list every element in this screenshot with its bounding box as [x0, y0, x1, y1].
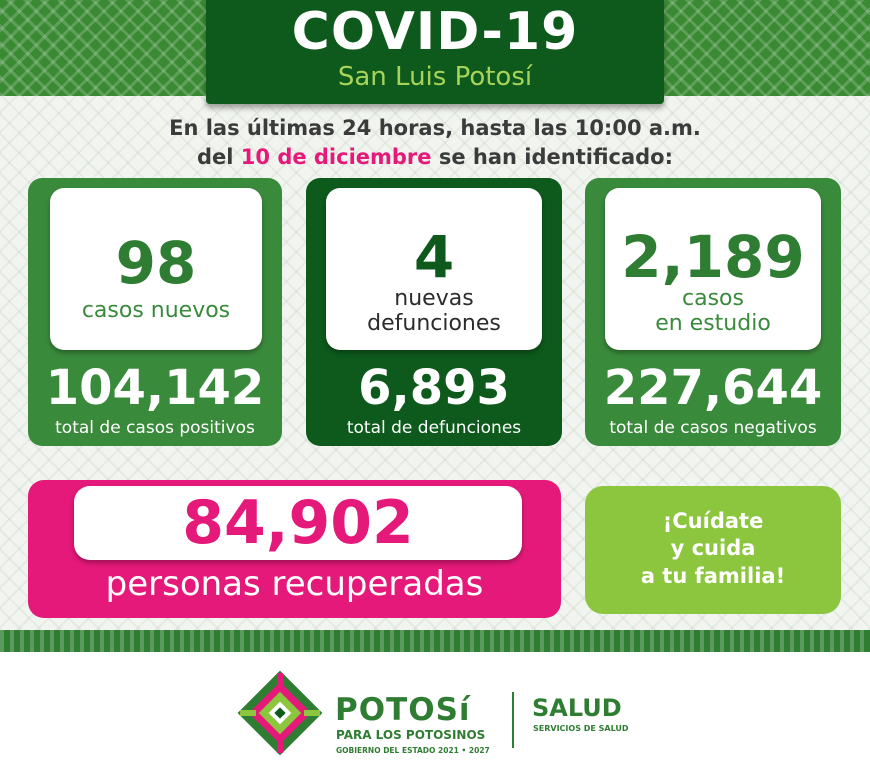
study-cases-value: 2,189 — [621, 223, 805, 291]
study-cases-box — [605, 188, 821, 350]
intro-line-1: En las últimas 24 horas, hasta las 10:00 a.m. — [169, 116, 701, 140]
care-message-line-1: ¡Cuídate — [662, 509, 764, 533]
total-negative-label: total de casos negativos — [609, 418, 817, 438]
study-cases-label-1: casos — [682, 286, 744, 311]
page-subtitle: San Luis Potosí — [337, 62, 533, 92]
salud-subtitle: SERVICIOS DE SALUD — [533, 724, 629, 733]
care-message-line-3: a tu familia! — [640, 563, 786, 588]
total-cases-label: total de casos positivos — [55, 418, 255, 438]
total-deaths-label: total de defunciones — [346, 418, 522, 438]
salud-title: SALUD — [532, 694, 622, 722]
header-banner — [206, 0, 664, 104]
deaths-card — [306, 178, 562, 446]
decorative-pattern-strip — [0, 630, 870, 652]
recovered-card — [28, 480, 561, 618]
care-message-line-2: y cuida — [670, 536, 756, 561]
new-cases-box — [50, 188, 262, 350]
intro-suffix: se han identificado: — [431, 145, 673, 169]
brand-title: POTOSí — [335, 692, 471, 728]
total-negative-value: 227,644 — [603, 360, 823, 416]
recovered-box — [74, 486, 522, 560]
brand-government: GOBIERNO DEL ESTADO 2021 • 2027 — [336, 746, 490, 755]
care-message-card — [585, 486, 841, 614]
total-cases-value: 104,142 — [45, 360, 265, 416]
total-deaths-value: 6,893 — [358, 360, 510, 416]
new-cases-value: 98 — [115, 229, 197, 297]
intro-line-2 — [0, 145, 870, 169]
recovered-label: personas recuperadas — [105, 564, 484, 604]
cases-card — [28, 178, 282, 446]
study-card — [585, 178, 841, 446]
footer-divider — [512, 692, 514, 748]
brand-subtitle: PARA LOS POTOSINOS — [336, 728, 486, 742]
new-deaths-value: 4 — [413, 223, 455, 291]
new-deaths-label-2: defunciones — [367, 311, 501, 337]
new-deaths-box — [326, 188, 542, 350]
potosi-emblem-icon — [237, 670, 323, 756]
intro-prefix: del — [196, 145, 241, 169]
recovered-value: 84,902 — [182, 488, 414, 558]
new-deaths-label-1: nuevas — [394, 286, 474, 311]
page-title: COVID-19 — [291, 2, 579, 62]
study-cases-label-2: en estudio — [655, 311, 771, 337]
new-cases-label: casos nuevos — [81, 298, 231, 323]
intro-date: 10 de diciembre — [240, 145, 432, 169]
